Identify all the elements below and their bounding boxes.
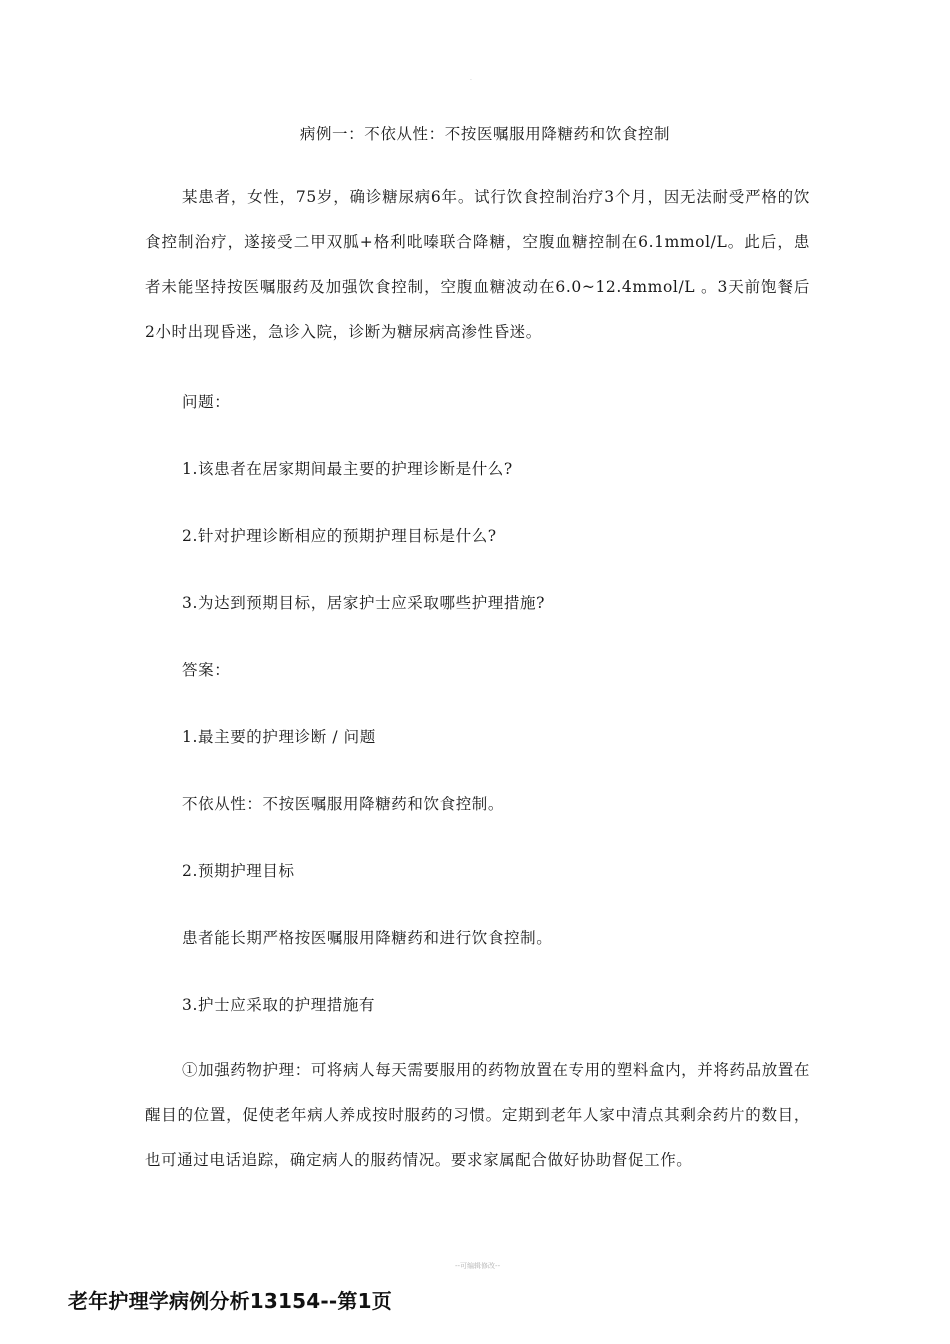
editable-note: --可编辑修改-- xyxy=(455,1262,501,1270)
case-description: 某患者，女性，75岁，确诊糖尿病6年。试行饮食控制治疗3个月，因无法耐受严格的饮食控制治疗，遂接受二甲双胍+格利吡嗪联合降糖，空腹血糖控制在6.1mmol/L。此后，患者未能坚持按医嘱服药及加强饮食控制，空腹血糖波动在6.0~12.4mmol/L 。3天前饱餐后2小时出现昏迷，急诊入院，诊断为糖尿病高渗性昏迷。 xyxy=(145,188,810,341)
case-title: 病例一：不依从性：不按医嘱服用降糖药和饮食控制 xyxy=(299,125,671,143)
answer-1-heading: 1.最主要的护理诊断 / 问题 xyxy=(182,728,376,746)
answer-3-heading: 3.护士应采取的护理措施有 xyxy=(182,996,376,1014)
answer-2-text: 患者能长期严格按医嘱服用降糖药和进行饮食控制。 xyxy=(182,929,553,947)
answer-2-heading: 2.预期护理目标 xyxy=(182,862,295,880)
questions-heading: 问题： xyxy=(182,393,231,411)
page-footer-label: 老年护理学病例分析13154--第1页 xyxy=(68,1289,392,1313)
question-item: 3.为达到预期目标，居家护士应采取哪些护理措施? xyxy=(182,594,545,612)
answer-1-text: 不依从性：不按医嘱服用降糖药和饮食控制。 xyxy=(182,795,505,813)
answer-3-text: ①加强药物护理：可将病人每天需要服用的药物放置在专用的塑料盒内，并将药品放置在醒目的位置，促使老年病人养成按时服药的习惯。定期到老年人家中清点其剩余药片的数目，也可通过电话追踪，确定病人的服药情况。要求家属配合做好协助督促工作。 xyxy=(145,1061,810,1169)
answers-heading: 答案： xyxy=(182,661,231,679)
header-dot: · xyxy=(470,77,472,84)
question-item: 2.针对护理诊断相应的预期护理目标是什么? xyxy=(182,527,497,545)
question-item: 1.该患者在居家期间最主要的护理诊断是什么? xyxy=(182,460,513,478)
